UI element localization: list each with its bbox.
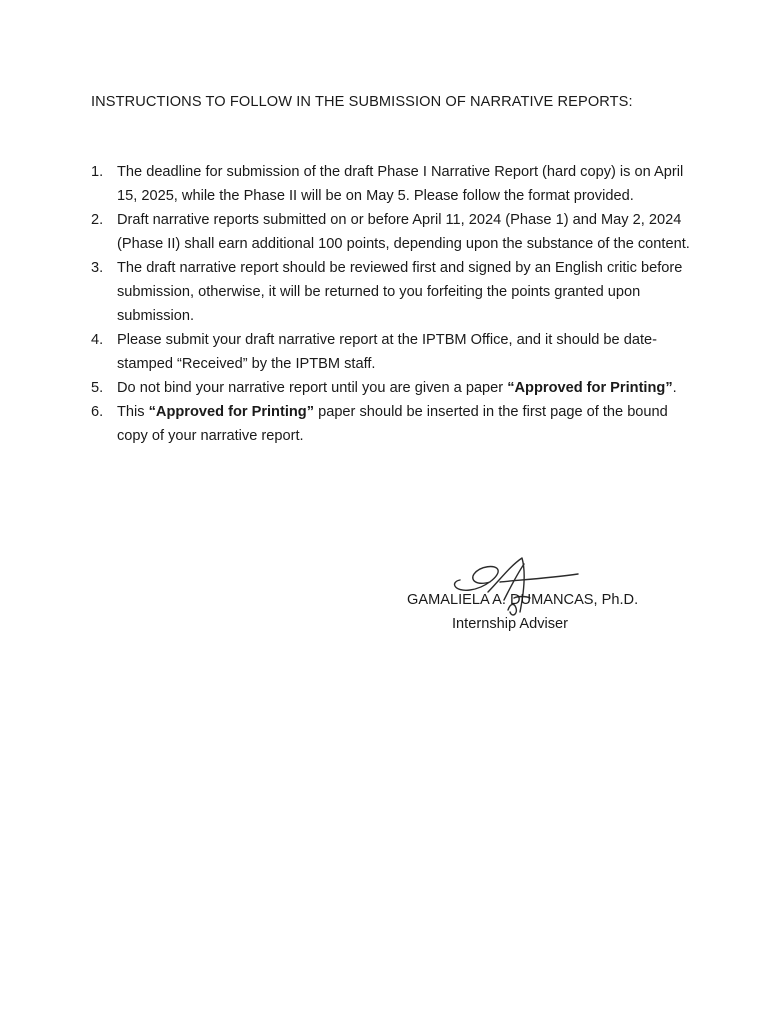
instruction-text-segment: Do not bind your narrative report until you are given a paper <box>117 380 508 396</box>
handwritten-signature <box>440 552 590 622</box>
instruction-text-segment: The deadline for submission of the draft Phase I Narrative Report (hard copy) is on April 15, 2025, while the Phase II will be on May 5. Please follow the format provided. <box>117 164 684 204</box>
instruction-number: 5. <box>91 380 104 396</box>
instruction-text <box>117 208 691 256</box>
instruction-text <box>117 376 691 400</box>
signatory-title: Internship Adviser <box>452 616 569 632</box>
instruction-item <box>91 160 691 208</box>
instruction-text <box>117 328 691 376</box>
instruction-text-segment: paper should be inserted in the first page of the bound copy of your narrative report. <box>117 404 668 444</box>
instruction-text <box>117 400 691 448</box>
instruction-text-segment: The draft narrative report should be reviewed first and signed by an English critic before submission, otherwise, it will be returned to you forfeiting the points granted upon submission. <box>117 260 683 324</box>
instruction-text-segment: Draft narrative reports submitted on or before April 11, 2024 (Phase 1) and May 2, 2024 (Phase II) shall earn additional 100 points, depending upon the substance of the content. <box>117 212 690 252</box>
instruction-item <box>91 328 691 376</box>
instruction-text <box>117 160 691 208</box>
document-heading: INSTRUCTIONS TO FOLLOW IN THE SUBMISSION OF NARRATIVE REPORTS: <box>91 94 633 110</box>
instruction-text-bold: “Approved for Printing” <box>507 380 673 396</box>
instruction-item <box>91 400 691 448</box>
instruction-number: 1. <box>91 164 104 180</box>
instruction-number: 2. <box>91 212 104 228</box>
instruction-text-segment: This <box>117 404 149 420</box>
instruction-item <box>91 376 691 400</box>
instruction-number: 3. <box>91 260 104 276</box>
instruction-item <box>91 208 691 256</box>
instruction-item <box>91 256 691 328</box>
instruction-text-bold: “Approved for Printing” <box>148 404 315 420</box>
instruction-text <box>117 256 691 328</box>
instruction-number: 6. <box>91 404 104 420</box>
instruction-text-segment: Please submit your draft narrative report at the IPTBM Office, and it should be date-stamped “Received” by the IPTBM staff. <box>117 332 657 372</box>
instruction-number: 4. <box>91 332 104 348</box>
instruction-text-segment: . <box>672 380 677 396</box>
instructions-list <box>91 160 691 448</box>
signatory-name: GAMALIELA A. DUMANCAS, Ph.D. <box>407 592 639 608</box>
